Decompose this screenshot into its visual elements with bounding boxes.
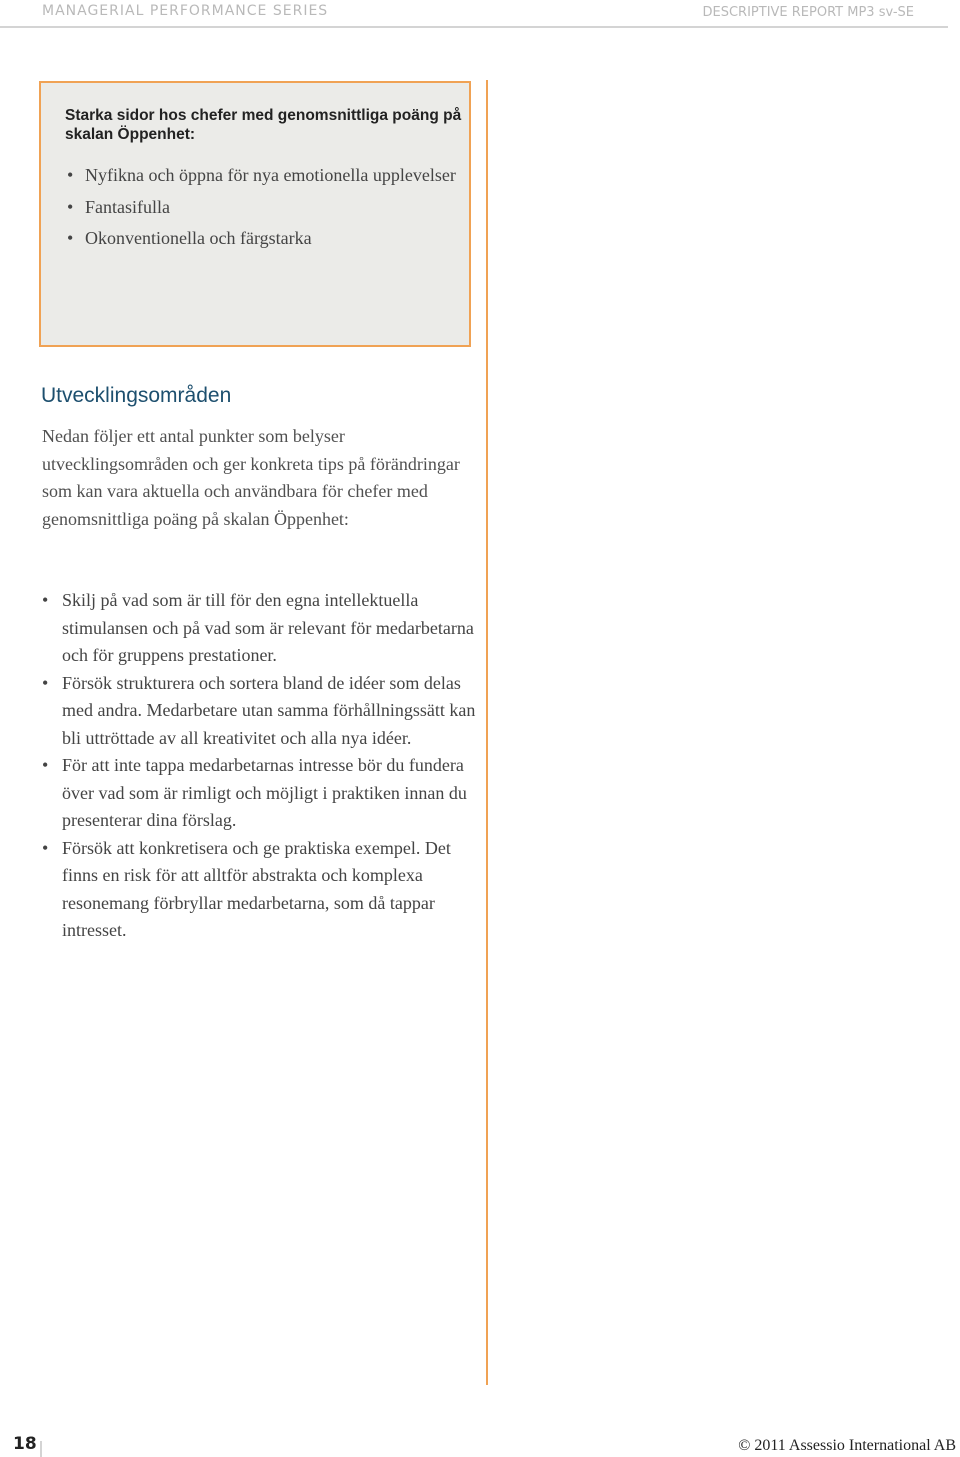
bullet-icon: • (67, 196, 74, 217)
page-number: 18 (13, 1434, 37, 1454)
list-item (42, 752, 482, 835)
bullet-icon: • (67, 228, 74, 248)
strengths-list (67, 160, 457, 255)
list-item-text: Fantasifulla (85, 196, 170, 217)
list-item (42, 670, 482, 753)
report-title: DESCRIPTIVE REPORT MP3 sv-SE (702, 5, 914, 20)
list-item (67, 192, 457, 224)
column-divider (486, 80, 488, 1385)
list-item (42, 835, 482, 945)
list-item-text: För att inte tappa medarbetarnas intresse bör du fundera över vad som är rimligt och möjligt i praktiken innan du presenterar dina förslag. (62, 755, 467, 830)
copyright-notice: © 2011 Assessio International AB (738, 1437, 956, 1454)
list-item (67, 223, 457, 255)
bullet-icon: • (67, 165, 74, 185)
list-item (67, 160, 457, 192)
footer-divider (40, 1441, 42, 1457)
strengths-title: Starka sidor hos chefer med genomsnittliga poäng på skalan Öppenhet: (65, 107, 462, 143)
section-intro: Nedan följer ett antal punkter som belyser utvecklingsområden och ger konkreta tips på förändringar som kan vara aktuella och användbara för chefer med genomsnittliga poäng på skalan Öppenhet: (42, 426, 460, 529)
strengths-box (39, 81, 471, 347)
bullet-icon: • (42, 672, 49, 693)
section-heading: Utvecklingsområden (41, 384, 232, 407)
bullet-icon: • (42, 837, 49, 858)
list-item-text: Försök strukturera och sortera bland de idéer som delas med andra. Medarbetare utan samma förhållningssätt kan bli uttröttade av all kreativitet och alla nya idéer. (62, 672, 476, 748)
series-title: MANAGERIAL PERFORMANCE SERIES (42, 3, 329, 19)
bullet-icon: • (42, 590, 49, 610)
list-item-text: Okonventionella och färgstarka (85, 228, 312, 248)
development-list (42, 587, 482, 945)
list-item-text: Nyfikna och öppna för nya emotionella upplevelser (85, 165, 456, 185)
page-header (0, 0, 960, 30)
list-item (42, 587, 482, 670)
list-item-text: Skilj på vad som är till för den egna intellektuella stimulansen och på vad som är relevant för medarbetarna och för gruppens prestationer. (62, 590, 474, 665)
bullet-icon: • (42, 755, 49, 775)
list-item-text: Försök att konkretisera och ge praktiska exempel. Det finns en risk för att alltför abstrakta och komplexa resonemang förbryllar medarbetarna, som då tappar intresset. (62, 837, 451, 940)
header-divider (0, 26, 948, 28)
